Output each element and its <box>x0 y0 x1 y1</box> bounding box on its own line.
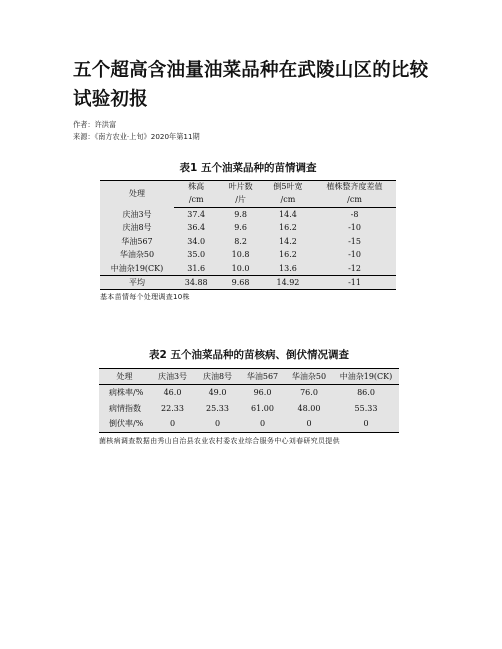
average-row <box>100 276 396 290</box>
cell-uniformity: -10 <box>348 250 361 260</box>
cell-leaf-width: 14.2 <box>279 236 297 246</box>
cell-uniformity: -11 <box>313 276 396 290</box>
cell-value: 48.00 <box>297 403 321 413</box>
table-row <box>100 208 396 222</box>
cell-value: 0 <box>214 419 221 428</box>
table2-note: 菌核病调查数据由秀山自治县农业农村委农业综合服务中心刘春研究员提供 <box>99 436 340 445</box>
cell-height: 31.6 <box>187 263 206 273</box>
cell-value: 61.00 <box>251 403 274 413</box>
table-row <box>100 235 396 248</box>
table-row <box>100 221 396 234</box>
header-variety: 庆油8号 <box>195 369 240 385</box>
table-row <box>99 416 399 432</box>
cell-value: 0 <box>306 419 312 428</box>
cell-leaves: 10.8 <box>231 250 250 260</box>
seedling-table <box>100 180 396 290</box>
cell-leaf-width: 13.6 <box>279 263 297 273</box>
table1-caption: 表1 五个油菜品种的苗情调查 <box>179 162 317 174</box>
table1-block <box>100 161 396 302</box>
article-title: 五个超高含油量油菜品种在武陵山区的比较试验初报 <box>73 60 429 110</box>
cell-uniformity: -12 <box>348 263 361 273</box>
cell-height: 34.88 <box>174 276 218 290</box>
cell-value: 46.0 <box>163 388 182 397</box>
cell-variety: 庆油8号 <box>122 223 152 233</box>
header-treatment: 处理 <box>99 369 150 385</box>
row-label: 倒伏率/% <box>109 419 144 428</box>
header-leaf-width: 倒5叶宽 <box>273 182 303 191</box>
cell-height: 37.4 <box>187 210 206 219</box>
cell-value: 0 <box>169 419 176 428</box>
unit-uniformity: /cm <box>313 193 396 208</box>
cell-value: 96.0 <box>253 388 272 397</box>
row-label: 病株率/% <box>109 388 144 397</box>
cell-value: 49.0 <box>208 388 227 397</box>
table-row <box>100 262 396 276</box>
article-author: 作者：许洪富 <box>73 120 117 129</box>
cell-value: 22.33 <box>161 403 184 413</box>
table1-note: 基本苗情每个处理调查10株 <box>100 293 190 302</box>
cell-uniformity: -10 <box>348 223 361 233</box>
table-row <box>99 385 399 401</box>
cell-height: 35.0 <box>187 250 206 260</box>
cell-average-label: 平均 <box>100 276 174 290</box>
header-treatment: 处理 <box>129 189 145 199</box>
cell-value: 25.33 <box>206 403 229 413</box>
cell-value: 76.0 <box>300 388 318 397</box>
unit-leaf-width: /cm <box>263 193 313 208</box>
cell-leaves: 9.68 <box>218 276 262 290</box>
header-variety: 华油杂50 <box>285 369 333 385</box>
unit-leaves: /片 <box>218 193 262 208</box>
cell-variety: 华油567 <box>121 236 153 246</box>
row-label: 病情指数 <box>109 403 141 413</box>
cell-value: 0 <box>363 419 369 428</box>
cell-height: 34.0 <box>187 236 206 246</box>
cell-leaf-width: 14.4 <box>279 210 297 219</box>
article-source: 来源：《南方农业·上旬》2020年第11期 <box>73 132 200 141</box>
header-variety: 中油杂19(CK) <box>333 369 399 385</box>
table-row <box>100 248 396 261</box>
cell-variety: 中油杂19(CK) <box>110 263 164 273</box>
cell-leaves: 9.8 <box>234 210 247 219</box>
cell-value: 86.0 <box>357 388 375 397</box>
cell-leaf-width: 16.2 <box>279 250 297 260</box>
cell-leaves: 8.2 <box>234 236 247 246</box>
cell-variety: 庆油3号 <box>122 209 152 219</box>
header-leaves: 叶片数 <box>228 182 253 191</box>
header-uniformity: 植株整齐度差值 <box>326 182 383 191</box>
table2-caption: 表2 五个油菜品种的苗核病、倒伏情况调查 <box>149 349 349 361</box>
cell-leaves: 10.0 <box>231 263 250 273</box>
table-row <box>99 401 399 417</box>
disease-table <box>99 368 399 433</box>
cell-leaf-width: 14.92 <box>263 276 313 290</box>
cell-value: 55.33 <box>354 403 378 413</box>
cell-uniformity: -15 <box>348 236 361 246</box>
cell-variety: 华油杂50 <box>119 250 155 260</box>
cell-height: 36.4 <box>187 223 206 233</box>
cell-leaves: 9.6 <box>234 223 247 233</box>
cell-value: 0 <box>259 419 266 428</box>
header-variety: 华油567 <box>240 369 285 385</box>
unit-height: /cm <box>174 193 218 208</box>
cell-uniformity: -8 <box>350 210 359 219</box>
header-variety: 庆油3号 <box>150 369 195 385</box>
table2-block <box>99 348 399 446</box>
header-height: 株高 <box>188 182 205 191</box>
cell-leaf-width: 16.2 <box>279 223 297 233</box>
